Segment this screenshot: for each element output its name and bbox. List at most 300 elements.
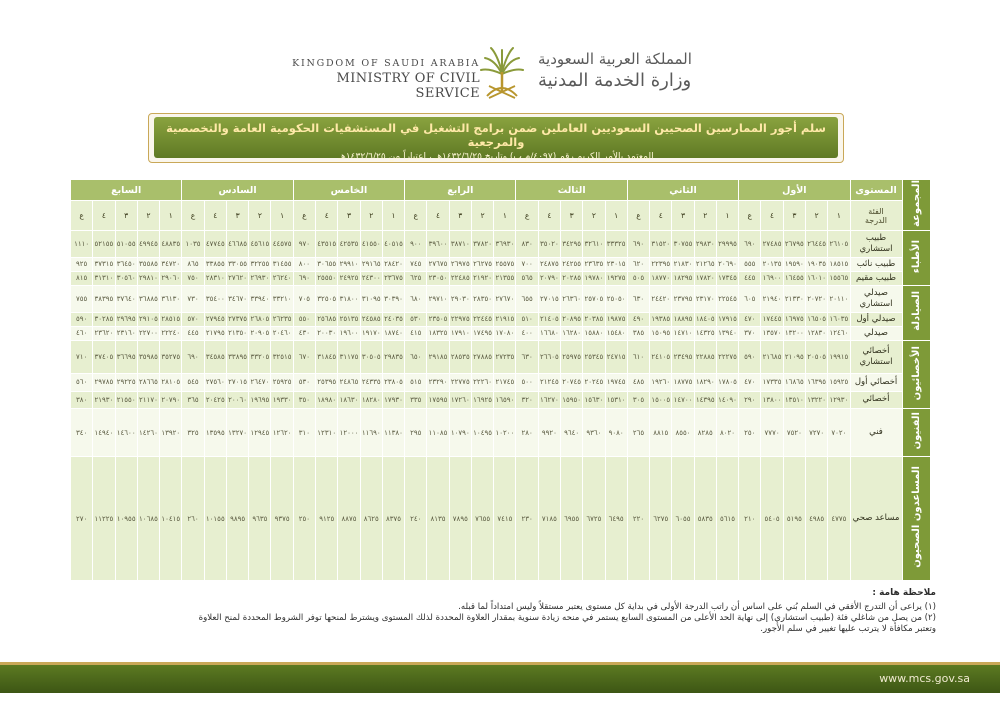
salary-cell: ٨٨١٥ [650,408,672,456]
salary-cell: ١٥٩٢٥ [828,374,850,391]
grade-subheader: ع [71,201,93,231]
salary-cell: ٣٨٥ [627,326,649,340]
salary-cell: ١٥٩٥٠ [561,391,583,408]
salary-cell: ١٧٨٢٠ [694,271,716,285]
salary-cell: ١٦٢٨٠ [561,326,583,340]
salary-cell: ١٩٢٦٠ [650,374,672,391]
grade-subheader: ٤ [538,201,560,231]
salary-cell: ٦٣٠ [516,340,538,373]
salary-cell: ٢٢٤٤٥ [471,312,493,326]
salary-cell: ٣٨٠ [71,391,93,408]
grade-header-line: الفئة [868,206,884,216]
brand-en-line1: KINGDOM OF SAUDI ARABIA [292,58,480,69]
salary-cell: ١٠٦٨٥ [137,457,159,581]
group-column-header [902,180,930,231]
salary-cell: ٨٣٠ [516,230,538,257]
salary-cell: ٢٥٣٩٥ [316,374,338,391]
salary-cell: ٢٠٧٩٠ [538,271,560,285]
grade-subheader: ٣ [561,201,583,231]
grade-subheader: ٣ [226,201,248,231]
salary-cell: ٤١٥٥٠ [360,230,382,257]
salary-cell: ٨٠٠ [293,257,315,271]
footer-bar [0,665,1000,693]
salary-cell: ٢٠٢٤٥ [583,374,605,391]
salary-cell: ٣٣٢١٠ [271,285,293,312]
salary-cell: ٢٢٢٧٥ [716,340,738,373]
salary-cell: ١٣٩٤٠ [716,326,738,340]
salary-cell: ٣٩٦٠٠ [427,230,449,257]
salary-cell: ٢٦١٠٥ [828,230,850,257]
salary-cell: ٢٥٩٧٥ [561,340,583,373]
salary-cell: ٨٥٥٠ [672,408,694,456]
salary-cell: ٤٦٠ [71,326,93,340]
salary-cell: ٣٥٥٨٥ [137,257,159,271]
salary-cell: ١٤٣٢٥ [694,326,716,340]
table-row [71,457,931,581]
salary-cell: ٨٨٧٥ [338,457,360,581]
salary-cell: ٤٨٥ [627,374,649,391]
salary-cell: ٣١٥٢٠ [650,230,672,257]
grade-subheader: ٣ [338,201,360,231]
salary-cell: ٣١٨٤٥ [316,340,338,373]
salary-cell: ٣٥٤٠٠ [204,285,226,312]
grade-subheader: ع [739,201,761,231]
salary-cell: ٤٥٦١٥ [249,230,271,257]
salary-cell: ١٧٨٠٥ [716,374,738,391]
table-row [71,312,931,326]
title-box [154,117,838,162]
table-row [71,271,931,285]
salary-cell: ١٩١٧٠ [360,326,382,340]
salary-cell: ٢٩٠ [739,391,761,408]
salary-cell: ٥١٥ [405,374,427,391]
salary-cell: ٣٢٠ [516,391,538,408]
brand-ar-line2: وزارة الخدمة المدنية [538,70,692,91]
salary-cell: ٢١٩٤٠ [761,285,783,312]
salary-cell: ٥٦٠ [71,374,93,391]
salary-cell: ٢٧٢٣٥ [494,340,516,373]
salary-cell: ٢٩١٠٥ [137,312,159,326]
salary-cell: ٢١٢٤٥ [538,374,560,391]
grade-subheader: ٢ [360,201,382,231]
salary-cell: ٢٢٧٠٠ [137,326,159,340]
grade-subheader: ٤ [650,201,672,231]
salary-cell: ٢١٧٤٥ [494,374,516,391]
salary-cell: ٣٧٠ [739,326,761,340]
row-label: طبيب نائب [850,257,902,271]
salary-cell: ٢١٦٨٥ [761,340,783,373]
salary-cell: ٢٨٤٢٠ [382,257,404,271]
salary-cell: ٦٢٧٥ [650,457,672,581]
table-row [71,257,931,271]
group-cell [902,408,930,456]
salary-cell: ٤٣٠ [293,326,315,340]
footer-url[interactable]: www.mcs.gov.sa [879,672,970,685]
salary-cell: ٦٩٠ [182,340,204,373]
salary-cell: ٢١٩٢٠ [471,271,493,285]
salary-cell: ٢٠٥٠٥ [805,340,827,373]
grade-subheader: ٣ [783,201,805,231]
salary-cell: ٢٧٠١٥ [538,285,560,312]
salary-cell: ٨٠٢٠ [716,408,738,456]
row-label: مساعد صحي [850,457,902,581]
salary-cell: ١٦٤٥٥ [783,271,805,285]
salary-cell: ١٨٧٧٠ [650,271,672,285]
grade-subheader: ٣ [672,201,694,231]
salary-cell: ٩٠٨٠ [605,408,627,456]
salary-cell: ٢٣٦٢٠ [93,326,115,340]
salary-cell: ٢٦٤٤٥ [805,230,827,257]
salary-cell: ١١٣٨٠ [382,408,404,456]
salary-cell: ٧٤١٥ [494,457,516,581]
salary-cell: ١٨٣٢٥ [427,326,449,340]
salary-cell: ٢٥٣٤٥ [583,340,605,373]
salary-cell: ٣٥٠٢٠ [538,230,560,257]
salary-cell: ٢١٨٣٠ [672,257,694,271]
salary-cell: ٤٣٥١٥ [316,230,338,257]
row-label: فني [850,408,902,456]
salary-cell: ٢٤٥٨٥ [360,312,382,326]
salary-cell: ١١٢٢٥ [93,457,115,581]
grade-subheader: ١ [160,201,182,231]
salary-cell: ٢٦٨٠٥ [249,312,271,326]
group-cell [902,285,930,340]
salary-cell: ٣٢٥١٥ [271,340,293,373]
salary-cell: ١٨٢٨٠ [360,391,382,408]
salary-cell: ١٢٣١٠ [316,408,338,456]
row-label: طبيب مقيم [850,271,902,285]
salary-cell: ٢٦٧٩٥ [783,230,805,257]
salary-cell: ٢١٣٥٥ [494,271,516,285]
salary-cell: ١٩٣٣٠ [271,391,293,408]
salary-cell: ٢٠١١٠ [828,285,850,312]
salary-cell: ١٩٥٩٠ [783,257,805,271]
salary-cell: ٣١٨٠٠ [338,285,360,312]
salary-cell: ٢١٩٣٠ [93,391,115,408]
salary-cell: ١٣٨٠٠ [761,391,783,408]
salary-cell: ٤٠٠ [516,326,538,340]
salary-cell: ٧٤٥ [405,257,427,271]
salary-cell: ٩٩٢٠ [538,408,560,456]
salary-cell: ١٣٩٢٠ [160,408,182,456]
salary-cell: ١٥٣١٠ [605,391,627,408]
salary-cell: ٣٢٥٠٥ [316,285,338,312]
salary-cell: ٢٣٦٧٥ [382,271,404,285]
salary-cell: ٢٨٥٣٥ [449,340,471,373]
salary-cell: ٢٩٨٣٠ [694,230,716,257]
salary-table-wrapper [70,179,930,581]
brand-en-line2: MINISTRY OF CIVIL SERVICE [336,71,480,101]
salary-cell: ٢٧٣٧٥ [226,312,248,326]
salary-cell: ٣٥٢٧٥ [160,340,182,373]
salary-cell: ٢٣٨٠٥ [382,374,404,391]
salary-cell: ٣٠٣٩٠ [382,285,404,312]
salary-cell: ٣٦٩٣٠ [494,230,516,257]
salary-cell: ٢٠٠٣٠ [316,326,338,340]
brand-english [290,58,480,101]
level-header-4: الرابع [405,180,516,201]
salary-cell: ٢٨٠ [516,408,538,456]
salary-cell: ٦٣٠ [627,285,649,312]
salary-cell: ٢٤٧١٥ [605,340,627,373]
salary-cell: ٨٢٨٥ [694,408,716,456]
level-header-2: الثاني [627,180,738,201]
salary-cell: ٣٠٦٥٥ [316,257,338,271]
salary-cell: ١٢٨٣٠ [805,326,827,340]
salary-cell: ١٠٣٥ [182,230,204,257]
salary-cell: ٥٠٥ [627,271,649,285]
salary-cell: ٥٠٠ [516,374,538,391]
grade-subheader: ع [627,201,649,231]
group-name: الأطباء [910,239,922,274]
salary-cell: ٢٦٥ [627,408,649,456]
salary-cell: ٣٧٤٠٥ [93,340,115,373]
salary-cell: ٢١٣٥٠ [226,326,248,340]
salary-cell: ٤٤٥ [739,271,761,285]
salary-cell: ٢١٧٩٥ [204,326,226,340]
salary-cell: ٣٦١٣٠ [160,285,182,312]
grade-subheader: ٤ [316,201,338,231]
salary-cell: ٥٧٠ [182,312,204,326]
salary-cell: ٣٦٨٨٥ [137,285,159,312]
salary-cell: ١٤٦٠٠ [115,408,137,456]
salary-cell: ٦٥٠ [405,340,427,373]
salary-cell: ٢٥١٣٥ [338,312,360,326]
salary-cell: ١٢٤٦٠ [828,326,850,340]
salary-cell: ٥٢١٥٥ [93,230,115,257]
salary-cell: ١٣٢٢٠ [805,391,827,408]
grade-subheader: ٤ [427,201,449,231]
salary-cell: ١٧٣٣٥ [761,374,783,391]
salary-cell: ٢٥٠ [293,457,315,581]
salary-cell: ٢٤٠٣٥ [382,312,404,326]
salary-cell: ١٥٠٠٥ [650,391,672,408]
grade-subheader: ٢ [583,201,605,231]
salary-cell: ٢٤١٠٥ [650,340,672,373]
salary-cell: ٦٧٠ [293,340,315,373]
salary-cell: ١٢٩٤٥ [249,408,271,456]
salary-cell: ٣٤٠ [71,408,93,456]
table-row [71,391,931,408]
salary-cell: ١٣٥١٠ [783,391,805,408]
salary-cell: ٣٣٨٥٥ [204,257,226,271]
salary-cell: ٧٠٢٠ [828,408,850,456]
salary-cell: ١٦٩٧٥ [783,312,805,326]
salary-cell: ١٨٧٧٥ [672,374,694,391]
salary-cell: ٧٣٠ [182,285,204,312]
salary-cell: ٢٩٥ [405,408,427,456]
salary-cell: ٣٧٣١٥ [93,257,115,271]
salary-cell: ٤٩٨٥ [805,457,827,581]
salary-cell: ٢٢٤٨٥ [449,271,471,285]
salary-cell: ٢٦٢٣٥ [271,312,293,326]
salary-cell: ٩٣٦٠ [583,408,605,456]
row-label: أخصائي أول [850,374,902,391]
salary-cell: ٣٣٢٠٥ [249,340,271,373]
salary-cell: ٢٩٠٦٠ [160,271,182,285]
salary-cell: ٣٨٧١٠ [449,230,471,257]
salary-cell: ٢٩١٦٥ [360,257,382,271]
salary-cell: ١٠١٥٥ [204,457,226,581]
grade-subheader: ٤ [204,201,226,231]
salary-cell: ٢٣٦٣٥ [583,257,605,271]
footer-stripe [0,662,1000,665]
salary-cell: ٤٨٨٣٥ [160,230,182,257]
salary-cell: ٩٧٠ [293,230,315,257]
salary-cell: ٧٠٥ [293,285,315,312]
salary-cell: ٩٢٥ [71,257,93,271]
salary-cell: ١٨٨٩٥ [672,312,694,326]
grade-subheader: ٤ [761,201,783,231]
salary-cell: ٢٠٩٠٥ [249,326,271,340]
salary-cell: ٣٠٥٦٠ [115,271,137,285]
salary-cell: ٥٨٣٥ [694,457,716,581]
salary-cell: ١٤٧١٠ [672,326,694,340]
salary-cell: ١٥٦٣٠ [583,391,605,408]
salary-cell: ٢٤٣٠٠ [360,271,382,285]
salary-cell: ١٣٢٠٠ [783,326,805,340]
palm-logo-icon [475,42,530,102]
salary-cell: ١٩٣٨٥ [650,312,672,326]
salary-cell: ٥٦٥ [516,271,538,285]
salary-cell: ٣٤٢٩٥ [561,230,583,257]
salary-cell: ٤١٥ [405,326,427,340]
table-row [71,326,931,340]
salary-cell: ٢٠٤٦٠ [271,326,293,340]
salary-cell: ٦٤٩٥ [605,457,627,581]
salary-cell: ١٧٠٨٠ [494,326,516,340]
salary-cell: ١٦٨٦٥ [783,374,805,391]
salary-cell: ٢٢٠ [627,457,649,581]
salary-cell: ٢١٩١٥ [494,312,516,326]
salary-cell: ٣٣٨٩٥ [226,340,248,373]
salary-cell: ٢٠٣٨٥ [583,312,605,326]
salary-cell: ١٦٩٢٥ [471,391,493,408]
salary-cell: ٢٠٤٢٥ [204,391,226,408]
salary-cell: ٢٤٢٥٥ [561,257,583,271]
salary-cell: ٥٩٠ [71,312,93,326]
salary-cell: ٧٦٥٥ [471,457,493,581]
salary-cell: ٢٥٦٨٥ [316,312,338,326]
salary-cell: ٢٨٣٥٠ [471,285,493,312]
salary-cell: ٢٦٩٧٥ [449,257,471,271]
grade-header-line: الدرجة [865,215,887,225]
salary-cell: ٥٣٠ [405,312,427,326]
salary-cell: ٢٦٣٦٠ [561,285,583,312]
salary-cell: ١٧٤٤٥ [761,312,783,326]
salary-cell: ١٣٥٩٥ [204,408,226,456]
salary-cell: ١٩٦٩٥ [249,391,271,408]
salary-cell: ٨٦٥ [182,257,204,271]
salary-cell: ٢٩٨١٠ [137,271,159,285]
salary-cell: ٢٥٠٥٠ [605,285,627,312]
salary-cell: ٣٣٣٢٥ [605,230,627,257]
salary-cell: ٤٩٠ [627,312,649,326]
brand-ar-line1: المملكة العربية السعودية [538,50,692,68]
salary-cell: ٦٠٥ [739,285,761,312]
salary-cell: ١٨٥١٥ [828,257,850,271]
salary-cell: ٢٣١٧٠ [694,285,716,312]
group-header-label: المجموعة [910,180,922,227]
salary-cell: ٣٠٢٨٥ [93,312,115,326]
salary-cell: ٤٠٥١٥ [382,230,404,257]
salary-cell: ٢٣٠١٥ [605,257,627,271]
salary-cell: ٣٦٥ [182,391,204,408]
salary-cell: ٢٧٦٧٠ [494,285,516,312]
salary-cell: ٥٩٠ [739,340,761,373]
salary-cell: ١٨٧٤٠ [382,326,404,340]
salary-cell: ٢٤٩٢٥ [338,271,360,285]
row-label: أخصائي استشاري [850,340,902,373]
salary-cell: ٢٥٧٠٥ [583,285,605,312]
salary-cell: ٢٨٦٦٥ [137,374,159,391]
salary-cell: ١٥٤٨٠ [605,326,627,340]
salary-cell: ١١٦٩٠ [360,408,382,456]
salary-cell: ٣٢٢٥٥ [249,257,271,271]
brand-arabic [538,50,738,91]
note-1: (١) يراعى أن التدرج الأفقي في السلم بُني على اساس أن راتب الدرجة الأولى في بداية كل مستوى يعتبر مستقلاً وليس امتداداً لما قبله. [458,602,936,612]
salary-cell: ٧٨٩٥ [449,457,471,581]
row-label: أخصائي [850,391,902,408]
salary-cell: ١٤٧٠٠ [672,391,694,408]
salary-cell: ٣٤٥٨٥ [204,340,226,373]
table-row [71,374,931,391]
salary-cell: ٥٣٠ [293,374,315,391]
grade-subheader: ٣ [449,201,471,231]
salary-cell: ١٩٧٤٥ [605,374,627,391]
salary-cell: ٦٩٠ [739,230,761,257]
salary-cell: ٢٠٧٤٥ [561,374,583,391]
grade-subheader: ٢ [471,201,493,231]
salary-cell: ٣١٠ [293,408,315,456]
salary-cell: ١٧٣٤٥ [716,271,738,285]
salary-cell: ٧٥٠ [182,271,204,285]
salary-cell: ٩٣٧٥ [271,457,293,581]
salary-cell: ١٨٤٠٥ [694,312,716,326]
salary-cell: ١٠٢٠٠ [494,408,516,456]
row-label: صيدلي استشاري [850,285,902,312]
salary-cell: ٣٠٥ [627,391,649,408]
salary-cell: ٢٣٢٩٠ [427,374,449,391]
salary-cell: ٦٥٥ [516,285,538,312]
salary-cell: ٤٦٦٨٥ [226,230,248,257]
salary-cell: ٣٤٧٢٠ [160,257,182,271]
salary-cell: ١٠٧٩٠ [449,408,471,456]
salary-cell: ٣٢٥ [182,408,204,456]
salary-cell: ١٨٦٣٠ [338,391,360,408]
salary-cell: ١٢٦٢٠ [271,408,293,456]
salary-cell: ٥٥٠ [293,312,315,326]
salary-cell: ٢٢٢٤٠ [160,326,182,340]
salary-cell: ٢٧٥٦٠ [204,374,226,391]
salary-cell: ١٤٩٤٠ [93,408,115,456]
level-header-3: الثالث [516,180,627,201]
salary-cell: ٤٤٥٧٥ [271,230,293,257]
salary-cell: ٢٠٧٩٠ [160,391,182,408]
salary-cell: ٣٧٦٤٠ [115,285,137,312]
salary-cell: ٣١٤٥٥ [271,257,293,271]
salary-cell: ١٧٩٣٠ [382,391,404,408]
salary-cell: ٢٣١٦٠ [115,326,137,340]
salary-cell: ٢٧٦٧٥ [427,257,449,271]
grade-column-header [850,201,902,231]
salary-cell: ٩١٢٥ [316,457,338,581]
table-row [71,408,931,456]
salary-cell: ٦٩٥٥ [561,457,583,581]
table-row [71,340,931,373]
salary-cell: ٣١٠٩٥ [360,285,382,312]
group-name: المساعدون الصحيون [910,466,922,569]
